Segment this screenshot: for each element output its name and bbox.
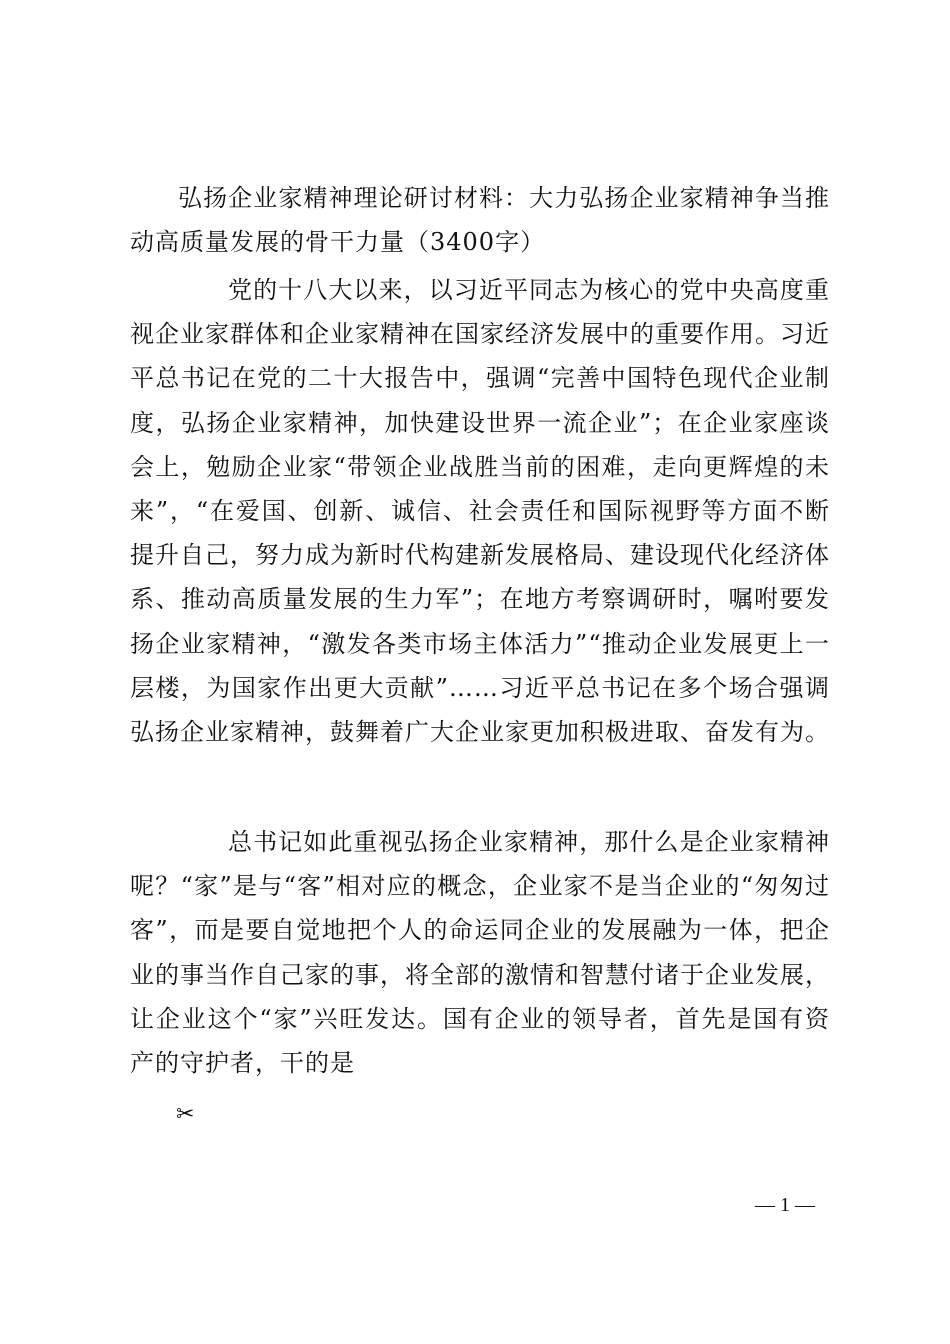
scissors-icon: ✂ [176, 1102, 195, 1127]
paragraph-2: 总书记如此重视弘扬企业家精神，那什么是企业家精神呢？“家”是与“客”相对应的概念，企业家不是当企业的“匆匆过客”，而是要自觉地把个人的命运同企业的发展融为一体，把企业的事当作自己家的事，将全部的激情和智慧付诸于企业发展，让企业这个“家”兴旺发达。国有企业的领导者，首先是国有资产的守护者，干的是 [130, 828, 830, 1078]
page-number: — 1 — [755, 1194, 815, 1216]
document-title: 弘扬企业家精神理论研讨材料：大力弘扬企业家精神争当推动高质量发展的骨干力量（3400字） [130, 184, 830, 256]
paragraph-1: 党的十八大以来，以习近平同志为核心的党中央高度重视企业家群体和企业家精神在国家经济发展中的重要作用。习近平总书记在党的二十大报告中，强调“完善中国特色现代企业制度，弘扬企业家精神，加快建设世界一流企业”；在企业家座谈会上，勉励企业家“带领企业战胜当前的困难，走向更辉煌的未来”，“在爱国、创新、诚信、社会责任和国际视野等方面不断提升自己，努力成为新时代构建新发展格局、建设现代化经济体系、推动高质量发展的生力军”；在地方考察调研时，嘱咐要发扬企业家精神，“激发各类市场主体活力”“推动企业发展更上一层楼，为国家作出更大贡献”……习近平总书记在多个场合强调弘扬企业家精神，鼓舞着广大企业家更加积极进取、奋发有为。 [130, 276, 830, 747]
